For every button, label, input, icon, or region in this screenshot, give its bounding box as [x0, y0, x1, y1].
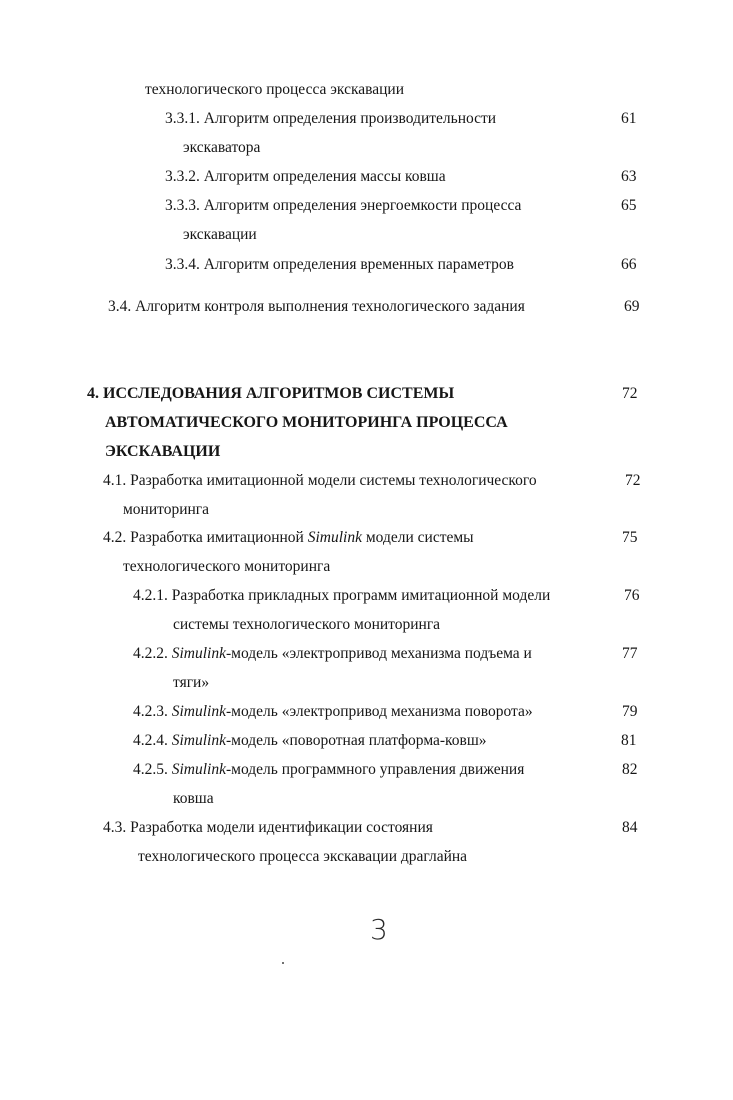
simulink-term: Simulink: [171, 645, 226, 662]
toc-line: 4.2.5. Simulink-модель программного управления движения: [133, 761, 525, 778]
toc-page: 65: [621, 197, 637, 214]
toc-line: тяги»: [173, 674, 210, 691]
toc-page: 72: [625, 472, 641, 489]
toc-line: 4.2.2. Simulink-модель «электропривод механизма подъема и: [133, 645, 532, 662]
simulink-term: Simulink: [171, 703, 226, 720]
toc-page: 63: [621, 168, 637, 185]
page-number: 3: [370, 913, 388, 946]
toc-line: 3.3.3. Алгоритм определения энергоемкости процесса: [165, 197, 522, 214]
simulink-term: Simulink: [171, 732, 226, 749]
toc-page: 79: [622, 703, 638, 720]
simulink-term: Simulink: [171, 761, 226, 778]
chapter-heading: ЭКСКАВАЦИИ: [105, 443, 221, 460]
toc-line: 4.2. Разработка имитационной Simulink модели системы: [103, 529, 474, 546]
chapter-heading: 4. ИССЛЕДОВАНИЯ АЛГОРИТМОВ СИСТЕМЫ: [87, 385, 455, 402]
toc-line: системы технологического мониторинга: [173, 616, 441, 633]
toc-page: 66: [621, 256, 637, 273]
toc-line: 4.1. Разработка имитационной модели системы технологического: [103, 472, 537, 489]
toc-line: 3.3.1. Алгоритм определения производительности: [165, 110, 497, 127]
toc-line: 3.3.2. Алгоритм определения массы ковша: [165, 168, 446, 185]
toc-line: технологического мониторинга: [123, 558, 331, 575]
toc-page: 61: [621, 110, 637, 127]
toc-line: технологического процесса экскавации: [145, 81, 404, 98]
toc-line: 3.3.4. Алгоритм определения временных параметров: [165, 256, 514, 273]
toc-line: экскаватора: [183, 139, 261, 156]
toc-line: технологического процесса экскавации драглайна: [138, 848, 468, 865]
toc-page: 69: [624, 298, 640, 315]
toc-page: 77: [622, 645, 638, 662]
toc-line: 4.2.4. Simulink-модель «поворотная платформа-ковш»: [133, 732, 487, 749]
toc-line: 4.2.1. Разработка прикладных программ имитационной модели: [133, 587, 551, 604]
toc-page: 72: [622, 385, 638, 402]
toc-page: 82: [622, 761, 638, 778]
toc-page: 81: [621, 732, 637, 749]
toc-line: 3.4. Алгоритм контроля выполнения технологического задания: [108, 298, 525, 315]
simulink-term: Simulink: [307, 529, 362, 546]
toc-page: 75: [622, 529, 638, 546]
toc-line: 4.2.3. Simulink-модель «электропривод механизма поворота»: [133, 703, 533, 720]
chapter-heading: АВТОМАТИЧЕСКОГО МОНИТОРИНГА ПРОЦЕССА: [105, 414, 508, 431]
toc-line: 4.3. Разработка модели идентификации состояния: [103, 819, 433, 836]
toc-line: экскавации: [183, 226, 257, 243]
stray-dot: [282, 962, 284, 964]
toc-line: ковша: [173, 790, 214, 807]
toc-page: 76: [624, 587, 640, 604]
toc-line: мониторинга: [123, 501, 210, 518]
toc-page: 84: [622, 819, 638, 836]
